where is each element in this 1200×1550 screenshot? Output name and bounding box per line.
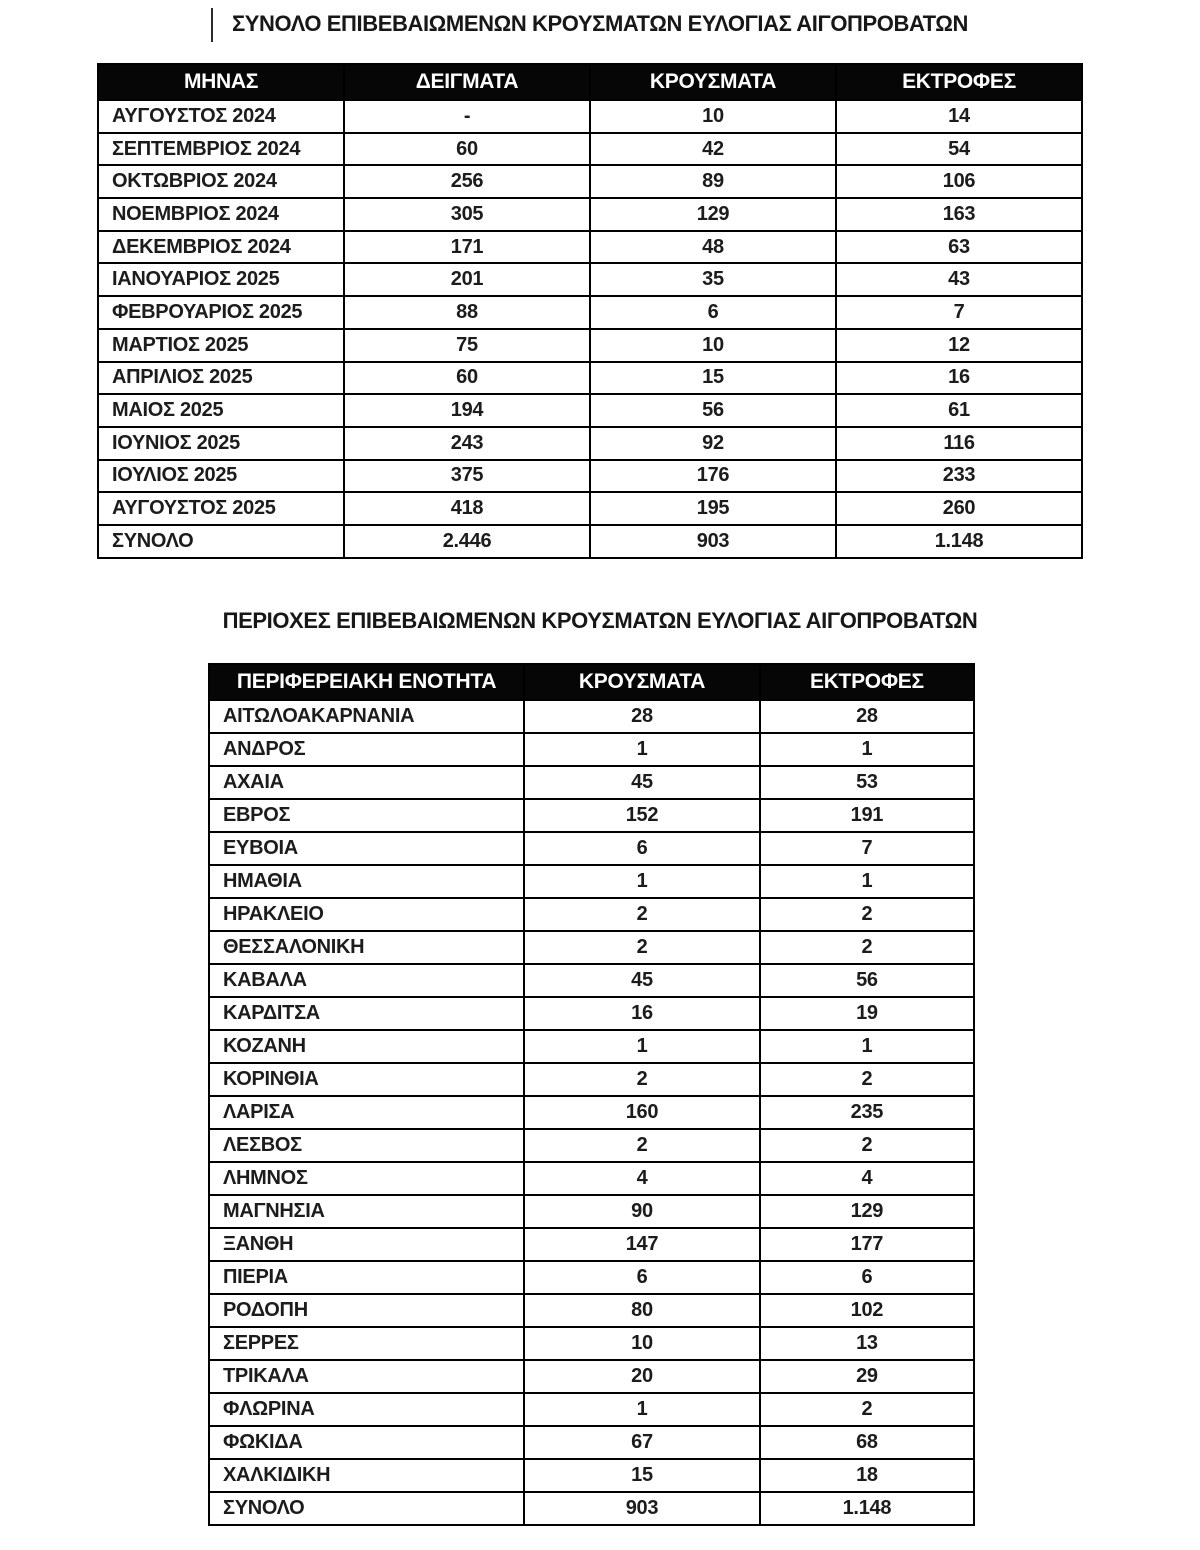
value-cell: 14 [836,100,1082,133]
row-label-cell: ΣΕΠΤΕΜΒΡΙΟΣ 2024 [98,133,344,166]
total-row [209,1492,974,1525]
column-header: ΚΡΟΥΣΜΑΤΑ [524,664,760,700]
value-cell: 4 [524,1162,760,1195]
value-cell: 45 [524,964,760,997]
table-row [209,1228,974,1261]
value-cell: 116 [836,427,1082,460]
value-cell: 48 [590,231,836,264]
row-label-cell: ΙΟΥΝΙΟΣ 2025 [98,427,344,460]
value-cell: 10 [524,1327,760,1360]
row-label-cell: ΚΟΖΑΝΗ [209,1030,524,1063]
value-cell: 63 [836,231,1082,264]
row-label-cell: ΕΒΡΟΣ [209,799,524,832]
table-row [98,198,1082,231]
column-header: ΠΕΡΙΦΕΡΕΙΑΚΗ ΕΝΟΤΗΤΑ [209,664,524,700]
row-label-cell: ΑΧΑΙΑ [209,766,524,799]
row-label-cell: ΚΑΒΑΛΑ [209,964,524,997]
row-label-cell: ΛΗΜΝΟΣ [209,1162,524,1195]
value-cell: 89 [590,165,836,198]
value-cell: 35 [590,263,836,296]
value-cell: 2 [760,1393,974,1426]
value-cell: 1 [760,1030,974,1063]
row-label-cell: ΦΛΩΡΙΝΑ [209,1393,524,1426]
row-label-cell: ΦΕΒΡΟΥΑΡΙΟΣ 2025 [98,296,344,329]
value-cell: 61 [836,394,1082,427]
value-cell: 2.446 [344,525,590,558]
value-cell: 92 [590,427,836,460]
row-label-cell: ΘΕΣΣΑΛΟΝΙΚΗ [209,931,524,964]
row-label-cell: ΑΥΓΟΥΣΤΟΣ 2025 [98,492,344,525]
table-row [98,394,1082,427]
row-label-cell: ΜΑΡΤΙΟΣ 2025 [98,329,344,362]
column-header: ΕΚΤΡΟΦΕΣ [760,664,974,700]
row-label-cell: ΗΜΑΘΙΑ [209,865,524,898]
value-cell: 152 [524,799,760,832]
table-row [98,296,1082,329]
value-cell: 53 [760,766,974,799]
table-row [209,832,974,865]
row-label-cell: ΗΡΑΚΛΕΙΟ [209,898,524,931]
value-cell: 2 [760,931,974,964]
column-header: ΔΕΙΓΜΑΤΑ [344,64,590,100]
table-row [209,1393,974,1426]
value-cell: 375 [344,460,590,493]
value-cell: 13 [760,1327,974,1360]
row-label-cell: ΛΑΡΙΣΑ [209,1096,524,1129]
table-row [98,492,1082,525]
value-cell: 7 [760,832,974,865]
value-cell: 2 [760,898,974,931]
column-header: ΕΚΤΡΟΦΕΣ [836,64,1082,100]
value-cell: 80 [524,1294,760,1327]
row-label-cell: ΠΙΕΡΙΑ [209,1261,524,1294]
value-cell: 195 [590,492,836,525]
table-row [209,997,974,1030]
value-cell: 1 [524,1393,760,1426]
value-cell: 260 [836,492,1082,525]
value-cell: 68 [760,1426,974,1459]
total-row [98,525,1082,558]
value-cell: 1 [524,865,760,898]
table-row [209,1261,974,1294]
value-cell: 16 [524,997,760,1030]
value-cell: 67 [524,1426,760,1459]
value-cell: 903 [590,525,836,558]
value-cell: 147 [524,1228,760,1261]
value-cell: 29 [760,1360,974,1393]
row-label-cell: ΣΥΝΟΛΟ [98,525,344,558]
value-cell: 6 [760,1261,974,1294]
value-cell: 10 [590,329,836,362]
row-label-cell: ΙΟΥΛΙΟΣ 2025 [98,460,344,493]
value-cell: 1 [760,865,974,898]
value-cell: 106 [836,165,1082,198]
table-row [98,362,1082,395]
value-cell: 256 [344,165,590,198]
value-cell: 18 [760,1459,974,1492]
row-label-cell: ΞΑΝΘΗ [209,1228,524,1261]
row-label-cell: ΑΠΡΙΛΙΟΣ 2025 [98,362,344,395]
value-cell: 54 [836,133,1082,166]
value-cell: 235 [760,1096,974,1129]
value-cell: 15 [590,362,836,395]
regional-table-title: ΠΕΡΙΟΧΕΣ ΕΠΙΒΕΒΑΙΩΜΕΝΩΝ ΚΡΟΥΣΜΑΤΩΝ ΕΥΛΟΓΙΑΣ ΑΙΓΟΠΡΟΒΑΤΩΝ [222,608,978,633]
value-cell: 129 [590,198,836,231]
row-label-cell: ΔΕΚΕΜΒΡΙΟΣ 2024 [98,231,344,264]
value-cell: 177 [760,1228,974,1261]
monthly-table-header [98,64,1082,100]
row-label-cell: ΝΟΕΜΒΡΙΟΣ 2024 [98,198,344,231]
value-cell: 171 [344,231,590,264]
table-row [209,700,974,733]
row-label-cell: ΑΥΓΟΥΣΤΟΣ 2024 [98,100,344,133]
row-label-cell: ΣΕΡΡΕΣ [209,1327,524,1360]
row-label-cell: ΙΑΝΟΥΑΡΙΟΣ 2025 [98,263,344,296]
value-cell: 176 [590,460,836,493]
value-cell: 56 [590,394,836,427]
row-label-cell: ΦΩΚΙΔΑ [209,1426,524,1459]
value-cell: 60 [344,133,590,166]
row-label-cell: ΧΑΛΚΙΔΙΚΗ [209,1459,524,1492]
monthly-cases-table-grid [97,63,1083,559]
monthly-table-title: ΣΥΝΟΛΟ ΕΠΙΒΕΒΑΙΩΜΕΝΩΝ ΚΡΟΥΣΜΑΤΩΝ ΕΥΛΟΓΙΑΣ ΑΙΓΟΠΡΟΒΑΤΩΝ [231,11,969,36]
value-cell: 6 [524,1261,760,1294]
value-cell: 2 [524,1063,760,1096]
table-row [209,766,974,799]
value-cell: 2 [760,1129,974,1162]
row-label-cell: ΜΑΙΟΣ 2025 [98,394,344,427]
value-cell: 56 [760,964,974,997]
regional-table-body [209,700,974,1525]
row-label-cell: ΑΝΔΡΟΣ [209,733,524,766]
row-label-cell: ΡΟΔΟΠΗ [209,1294,524,1327]
row-label-cell: ΚΑΡΔΙΤΣΑ [209,997,524,1030]
row-label-cell: ΕΥΒΟΙΑ [209,832,524,865]
value-cell: 42 [590,133,836,166]
header-row [209,664,974,700]
row-label-cell: ΜΑΓΝΗΣΙΑ [209,1195,524,1228]
table-row [209,1426,974,1459]
value-cell: 1 [524,733,760,766]
row-label-cell: ΛΕΣΒΟΣ [209,1129,524,1162]
value-cell: 903 [524,1492,760,1525]
table-row [209,1162,974,1195]
table-row [209,898,974,931]
value-cell: 19 [760,997,974,1030]
value-cell: - [344,100,590,133]
row-label-cell: ΑΙΤΩΛΟΑΚΑΡΝΑΝΙΑ [209,700,524,733]
table-row [209,1327,974,1360]
column-header: ΜΗΝΑΣ [98,64,344,100]
value-cell: 4 [760,1162,974,1195]
table-row [98,329,1082,362]
value-cell: 43 [836,263,1082,296]
value-cell: 194 [344,394,590,427]
monthly-cases-table [97,63,1083,559]
value-cell: 418 [344,492,590,525]
column-header: ΚΡΟΥΣΜΑΤΑ [590,64,836,100]
table-row [98,460,1082,493]
value-cell: 6 [524,832,760,865]
table-row [209,931,974,964]
table-row [209,799,974,832]
table-row [209,1030,974,1063]
value-cell: 20 [524,1360,760,1393]
table-row [98,231,1082,264]
value-cell: 2 [524,931,760,964]
table-row [209,1195,974,1228]
row-label-cell: ΤΡΙΚΑΛΑ [209,1360,524,1393]
value-cell: 191 [760,799,974,832]
value-cell: 45 [524,766,760,799]
value-cell: 60 [344,362,590,395]
value-cell: 6 [590,296,836,329]
table-row [209,964,974,997]
table-row [98,133,1082,166]
value-cell: 1.148 [760,1492,974,1525]
table-row [209,1360,974,1393]
table-row [98,100,1082,133]
value-cell: 7 [836,296,1082,329]
value-cell: 88 [344,296,590,329]
monthly-table-body [98,100,1082,558]
table-row [98,165,1082,198]
value-cell: 90 [524,1195,760,1228]
table-row [209,1294,974,1327]
value-cell: 163 [836,198,1082,231]
value-cell: 2 [760,1063,974,1096]
value-cell: 2 [524,1129,760,1162]
value-cell: 16 [836,362,1082,395]
regional-table-header [209,664,974,700]
row-label-cell: ΣΥΝΟΛΟ [209,1492,524,1525]
value-cell: 201 [344,263,590,296]
value-cell: 102 [760,1294,974,1327]
value-cell: 243 [344,427,590,460]
value-cell: 160 [524,1096,760,1129]
value-cell: 1.148 [836,525,1082,558]
row-label-cell: ΟΚΤΩΒΡΙΟΣ 2024 [98,165,344,198]
row-label-cell: ΚΟΡΙΝΘΙΑ [209,1063,524,1096]
value-cell: 15 [524,1459,760,1492]
value-cell: 28 [760,700,974,733]
value-cell: 233 [836,460,1082,493]
table-row [209,733,974,766]
value-cell: 2 [524,898,760,931]
regional-cases-table-grid [208,663,975,1526]
header-row [98,64,1082,100]
table-row [98,427,1082,460]
value-cell: 75 [344,329,590,362]
value-cell: 129 [760,1195,974,1228]
table-row [209,865,974,898]
table-row [98,263,1082,296]
value-cell: 12 [836,329,1082,362]
regional-cases-table [208,663,975,1526]
table-row [209,1129,974,1162]
value-cell: 305 [344,198,590,231]
table-row [209,1063,974,1096]
value-cell: 1 [760,733,974,766]
value-cell: 28 [524,700,760,733]
value-cell: 10 [590,100,836,133]
table-row [209,1096,974,1129]
value-cell: 1 [524,1030,760,1063]
table-row [209,1459,974,1492]
